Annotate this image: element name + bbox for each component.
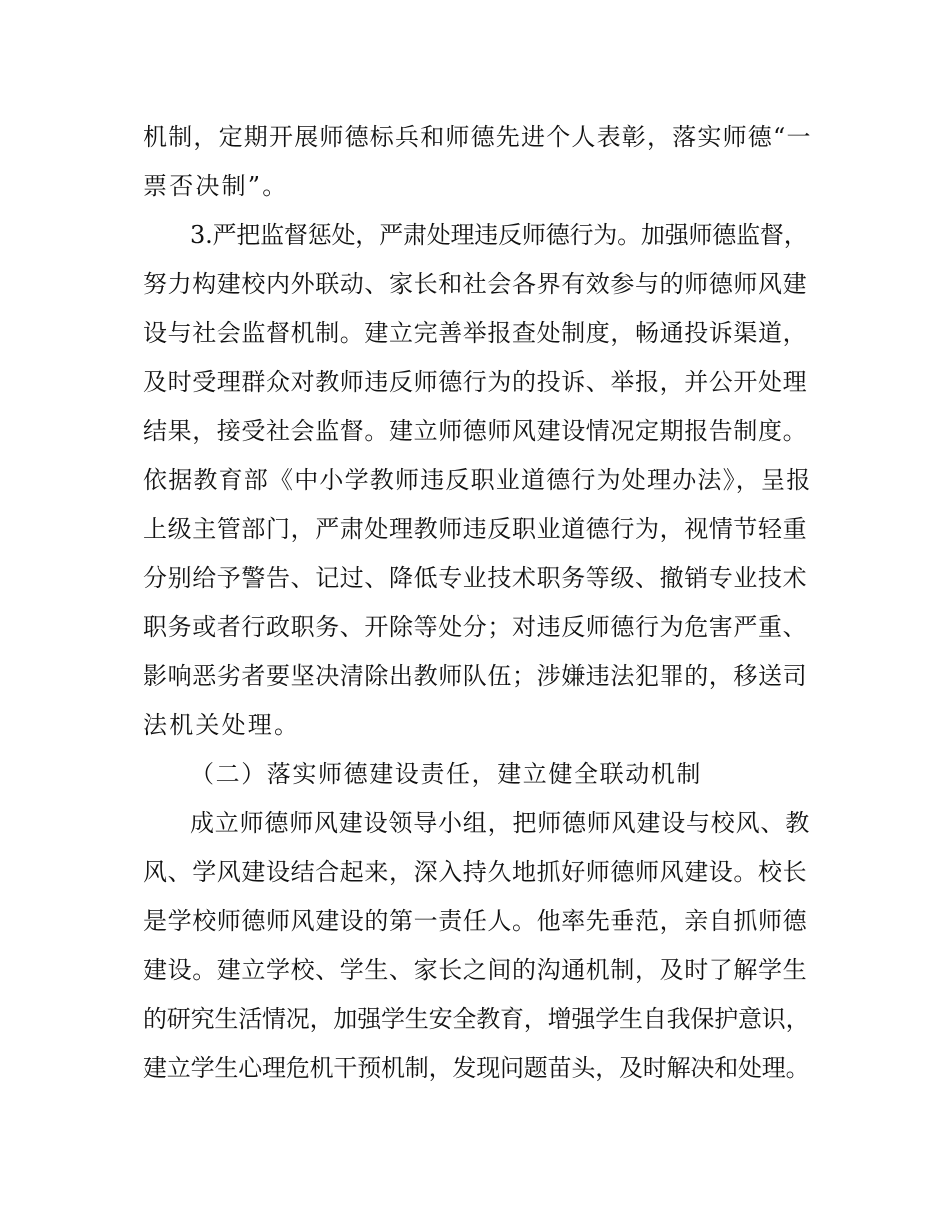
paragraph-line: 3.严把监督惩处，严肃处理违反师德行为。加强师德监督， bbox=[190, 221, 808, 249]
paragraph-line: 努力构建校内外联动、家长和社会各界有效参与的师德师风建 bbox=[143, 270, 808, 298]
paragraph-line: 是学校师德师风建设的第一责任人。他率先垂范，亲自抓师德 bbox=[143, 907, 808, 935]
section-heading: （二）落实师德建设责任，建立健全联动机制 bbox=[190, 760, 702, 788]
paragraph-line: 成立师德师风建设领导小组，把师德师风建设与校风、教 bbox=[190, 809, 810, 837]
paragraph-line: 法机关处理。 bbox=[143, 711, 301, 739]
paragraph-line: 职务或者行政职务、开除等处分；对违反师德行为危害严重、 bbox=[143, 613, 808, 641]
paragraph-line: 风、学风建设结合起来，深入持久地抓好师德师风建设。校长 bbox=[143, 858, 808, 886]
paragraph-line: 影响恶劣者要坚决清除出教师队伍；涉嫌违法犯罪的，移送司 bbox=[143, 662, 808, 690]
paragraph-line: 及时受理群众对教师违反师德行为的投诉、举报，并公开处理 bbox=[143, 368, 808, 396]
paragraph-line: 机制，定期开展师德标兵和师德先进个人表彰，落实师德“一 bbox=[143, 123, 812, 151]
paragraph-line: 票否决制”。 bbox=[143, 172, 289, 200]
paragraph-line: 依据教育部《中小学教师违反职业道德行为处理办法》，呈报 bbox=[143, 466, 812, 494]
paragraph-line: 的研究生活情况，加强学生安全教育，增强学生自我保护意识， bbox=[143, 1005, 810, 1033]
paragraph-line: 设与社会监督机制。建立完善举报查处制度，畅通投诉渠道， bbox=[143, 319, 808, 347]
paragraph-line: 分别给予警告、记过、降低专业技术职务等级、撤销专业技术 bbox=[143, 564, 808, 592]
paragraph-line: 上级主管部门，严肃处理教师违反职业道德行为，视情节轻重 bbox=[143, 515, 808, 543]
paragraph-line: 建立学生心理危机干预机制，发现问题苗头，及时解决和处理。 bbox=[143, 1054, 810, 1082]
paragraph-line: 结果，接受社会监督。建立师德师风建设情况定期报告制度。 bbox=[143, 417, 808, 445]
paragraph-line: 建设。建立学校、学生、家长之间的沟通机制，及时了解学生 bbox=[143, 956, 808, 984]
